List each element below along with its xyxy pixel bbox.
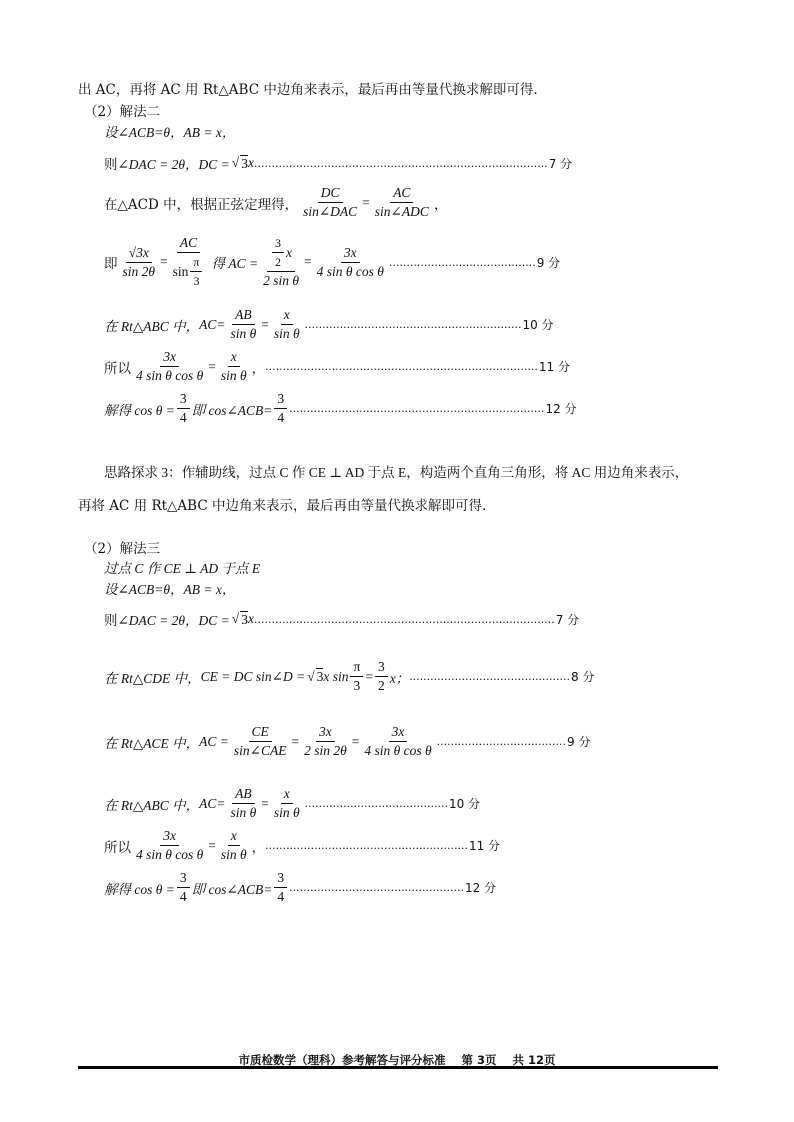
s3-rt-prefix: 在 Rt△ABC 中， [104, 797, 200, 813]
denominator: sin∠ADC [374, 204, 429, 219]
s3-ace-line: 在 Rt△ACE 中， AC = $\frac{CE}{\text{sin∠CAE}}$ = $\frac{3x}{2 \sin 2\theta}$ = $\frac{3x}{\text{4 sin θ cos θ}}$ ..................................... 9 分 [104, 724, 591, 758]
leader-dots: ......................................................................... [289, 402, 545, 415]
denominator: 2 [377, 678, 385, 693]
numerator: x [228, 828, 240, 846]
score-9: 9 分 [567, 735, 591, 749]
sin-text: sin [172, 263, 189, 279]
s2-tri-prefix: 在△ACD 中，根据正弦定理得， [104, 196, 299, 213]
s2-ji-line: 即 $\frac{√3x}{\sin 2\theta}$ = AC sin $\frac{\pi}{3}$ 得 AC = $\frac{3}{2}$ x 2 sin θ = $\frac{3x}{\text{4 sin θ cos θ}}$ .......................................... 9 分 [104, 235, 561, 288]
leader-dots: .......................................................... [265, 839, 468, 852]
fraction [133, 349, 206, 384]
idea3-text: 思路探求 3：作辅助线，过点 C 作 CE ⊥ AD 于点 E，构造两个直角三角形，将 AC 用边角来表示， [104, 465, 689, 480]
fraction [190, 254, 202, 289]
numerator: 3 [272, 235, 284, 253]
footer-title: 市质检数学（理科）参考解答与评分标准 [238, 1053, 446, 1067]
s3-cde-sin: x sin [323, 668, 349, 684]
s2-then-line: 则 ∠DAC = 2θ，DC = √ 3 x .................................................................................... 7 分 [104, 155, 573, 173]
fraction [228, 307, 260, 342]
s3-ace-prefix: 在 Rt△ACE 中， [104, 735, 200, 751]
score-10: 10 分 [449, 797, 481, 811]
fraction [231, 724, 290, 759]
fraction [170, 235, 208, 289]
denominator: 2 sin θ [263, 273, 299, 288]
solution2-heading-text: （2）解法二 [84, 104, 161, 120]
score-9: 9 分 [536, 255, 561, 270]
leader-dots: ..................................... [436, 735, 566, 748]
leader-dots: .......................................... [388, 255, 536, 269]
numerator: √3x [126, 245, 152, 263]
s3-so-line: 所以 $\frac{3x}{\text{4 sin θ cos θ}}$ = $\frac{x}{\text{sin θ}}$ ， .......................................................... 11 分 [104, 828, 501, 862]
denominator: 4 sin θ cos θ [136, 847, 204, 862]
s3-set-text: 设∠ACB=θ，AB = x， [104, 582, 236, 597]
numerator: 3 [274, 391, 287, 409]
s2-rt-prefix: 在 Rt△ABC 中， [104, 318, 200, 334]
leader-dots: .............................................................. [304, 318, 522, 331]
denominator: 4 [277, 410, 285, 425]
score-12: 12 分 [545, 402, 577, 416]
leader-dots: .................................................................................... [253, 156, 548, 170]
s2-so-line: 所以 $\frac{3x}{\text{4 sin θ cos θ}}$ = $\frac{x}{\text{sin θ}}$ ， .............................................................................. 11 分 [104, 349, 570, 383]
s2-then-x: x [247, 155, 254, 170]
denominator: sin θ [230, 805, 257, 820]
footer-rule [78, 1066, 718, 1069]
s2-then-sqrt: 3 [241, 155, 248, 171]
s3-cde-prefix: 在 Rt△CDE 中， [104, 670, 201, 686]
intro-text: 出 AC，再将 AC 用 Rt△ABC 中边角来表示，最后再由等量代换求解即可得. [78, 82, 538, 98]
s2-then-math: ∠DAC = 2θ，DC = [117, 157, 230, 172]
numerator: AB [232, 307, 255, 325]
score-11: 11 分 [538, 360, 570, 374]
fraction [274, 391, 287, 426]
fraction [372, 185, 432, 220]
denominator: 4 sin θ cos θ [364, 743, 432, 758]
denominator: 4 sin θ cos θ [136, 368, 204, 383]
denominator: 4 [179, 889, 187, 904]
denominator: sin θ [220, 847, 247, 862]
s2-solve-mid: 即 cos∠ACB= [191, 402, 273, 418]
leader-dots: ......................................... [304, 797, 449, 810]
s3-aux-line [104, 557, 260, 577]
s3-solve: 解得 cos θ = [104, 881, 175, 897]
numerator: DC [318, 185, 343, 203]
s2-set-line [104, 121, 235, 141]
denominator: 3 [353, 678, 361, 693]
s2-ji: 即 [104, 256, 118, 272]
fraction [301, 724, 350, 759]
s3-then-line: 则 ∠DAC = 2θ，DC = √ 3 x ...................................................................................... 7 分 [104, 611, 580, 629]
numerator: 3 [375, 659, 388, 677]
denominator: sin 2θ [122, 263, 156, 279]
numerator: AC [390, 185, 413, 203]
numerator: 3x [160, 828, 179, 846]
s3-aux-text: 过点 C 作 CE ⊥ AD 于点 E [104, 561, 261, 576]
solution2-heading [84, 100, 160, 120]
s3-cde-math: CE = DC sin∠D = [200, 668, 306, 684]
score-12: 12 分 [465, 881, 497, 895]
denominator: 4 [179, 410, 187, 425]
numerator: π [190, 254, 202, 272]
fraction [274, 870, 287, 905]
score-7: 7 分 [555, 612, 580, 627]
intro-line [78, 78, 538, 98]
fraction [271, 786, 303, 821]
s3-set-line [104, 578, 235, 598]
solution3-heading [84, 537, 160, 557]
s3-rt-ac: AC= [199, 795, 226, 811]
fraction [314, 245, 387, 280]
numerator: 3x [316, 724, 335, 742]
fraction [350, 659, 363, 694]
denominator: 4 [277, 889, 285, 904]
denominator: sin θ [273, 805, 300, 820]
s3-then-sqrt: 3 [241, 611, 248, 627]
s2-then-prefix: 则 [104, 157, 118, 173]
denominator: 3 [193, 274, 200, 288]
numerator: 3x [389, 724, 408, 742]
solution3-heading-text: （2）解法三 [84, 541, 161, 557]
fraction [272, 235, 284, 270]
idea3-text2: 再将 AC 用 Rt△ABC 中边角来表示，最后再由等量代换求解即可得. [78, 498, 487, 514]
score-7: 7 分 [548, 156, 573, 171]
fraction [300, 185, 360, 220]
denominator [170, 253, 208, 289]
s3-solve-line [104, 870, 496, 905]
s3-then-math: ∠DAC = 2θ，DC = [117, 613, 230, 628]
denominator: sin∠CAE [233, 743, 287, 758]
idea3-line2 [78, 494, 486, 514]
numerator: 3 [177, 870, 190, 888]
numerator: 3 [177, 391, 190, 409]
numerator: AC [177, 235, 200, 253]
s3-ace-ac: AC = [199, 733, 229, 749]
fraction [375, 659, 388, 694]
s2-solve: 解得 cos θ = [104, 402, 175, 418]
fraction [218, 828, 250, 863]
s2-rt-line: 在 Rt△ABC 中， AC= $\frac{AB}{\text{sin θ}}$ = $\frac{x}{\text{sin θ}}$ .............................................................. 10 分 [104, 307, 554, 341]
numerator: x [281, 786, 293, 804]
footer-total-pages: 共 12页 [512, 1053, 556, 1067]
fraction [133, 828, 206, 863]
s2-de: 得 AC = [211, 256, 259, 271]
s2-rt-ac: AC= [199, 316, 226, 332]
numerator: 3x [341, 245, 360, 263]
denominator: sin θ [220, 368, 247, 383]
s3-cde-end: x； [389, 670, 410, 686]
idea3-line1 [104, 461, 688, 481]
numerator: 3x [160, 349, 179, 367]
s2-so: 所以 [104, 360, 131, 377]
score-8: 8 分 [571, 670, 595, 684]
denominator: sin∠DAC [303, 204, 358, 219]
denominator: 2 sin 2θ [304, 743, 347, 758]
s2-solve-line [104, 391, 577, 426]
footer-page-number: 第 3页 [461, 1053, 497, 1067]
s3-solve-mid: 即 cos∠ACB= [191, 881, 273, 897]
numerator: CE [249, 724, 272, 742]
fraction [177, 391, 190, 426]
denominator: 4 sin θ cos θ [316, 263, 384, 279]
leader-dots: .............................................................................. [265, 360, 538, 373]
fraction [260, 235, 302, 289]
s3-so: 所以 [104, 839, 131, 856]
fraction [271, 307, 303, 342]
denominator: sin θ [273, 326, 300, 341]
fraction [177, 870, 190, 905]
fraction [361, 724, 434, 759]
numerator [267, 235, 295, 272]
fraction [218, 349, 250, 384]
numerator: 3 [274, 870, 287, 888]
score-11: 11 分 [468, 839, 501, 853]
s2-set-text: 设∠ACB=θ，AB = x， [104, 125, 236, 140]
s3-then-x: x [247, 611, 254, 626]
numerator: x [228, 349, 240, 367]
numerator: x [281, 307, 293, 325]
denominator: 2 [275, 255, 282, 269]
fraction [228, 786, 260, 821]
leader-dots: ...................................................................................... [253, 612, 555, 626]
numerator: AB [232, 786, 255, 804]
x-var: x [286, 244, 293, 260]
score-10: 10 分 [522, 318, 554, 332]
leader-dots: .............................................. [409, 670, 571, 683]
s3-cde-line: 在 Rt△CDE 中， CE = DC sin∠D = √ 3 x sin $\frac{\pi}{3}$ = $\frac{3}{2}$ x； .............................................. 8 分 [104, 659, 595, 693]
s2-law-of-sines-line: 在△ACD 中，根据正弦定理得， $\frac{DC}{\text{sin∠DAC}}$ = $\frac{AC}{\text{sin∠ADC}}$ ， [104, 185, 448, 219]
fraction [120, 245, 159, 280]
leader-dots: .................................................. [289, 881, 465, 894]
denominator: sin θ [230, 326, 257, 341]
numerator: π [350, 659, 363, 677]
s3-then-prefix: 则 [104, 613, 118, 629]
s3-rt-line: 在 Rt△ABC 中， AC= $\frac{AB}{\text{sin θ}}$ = $\frac{x}{\text{sin θ}}$ ......................................... 10 分 [104, 786, 481, 820]
